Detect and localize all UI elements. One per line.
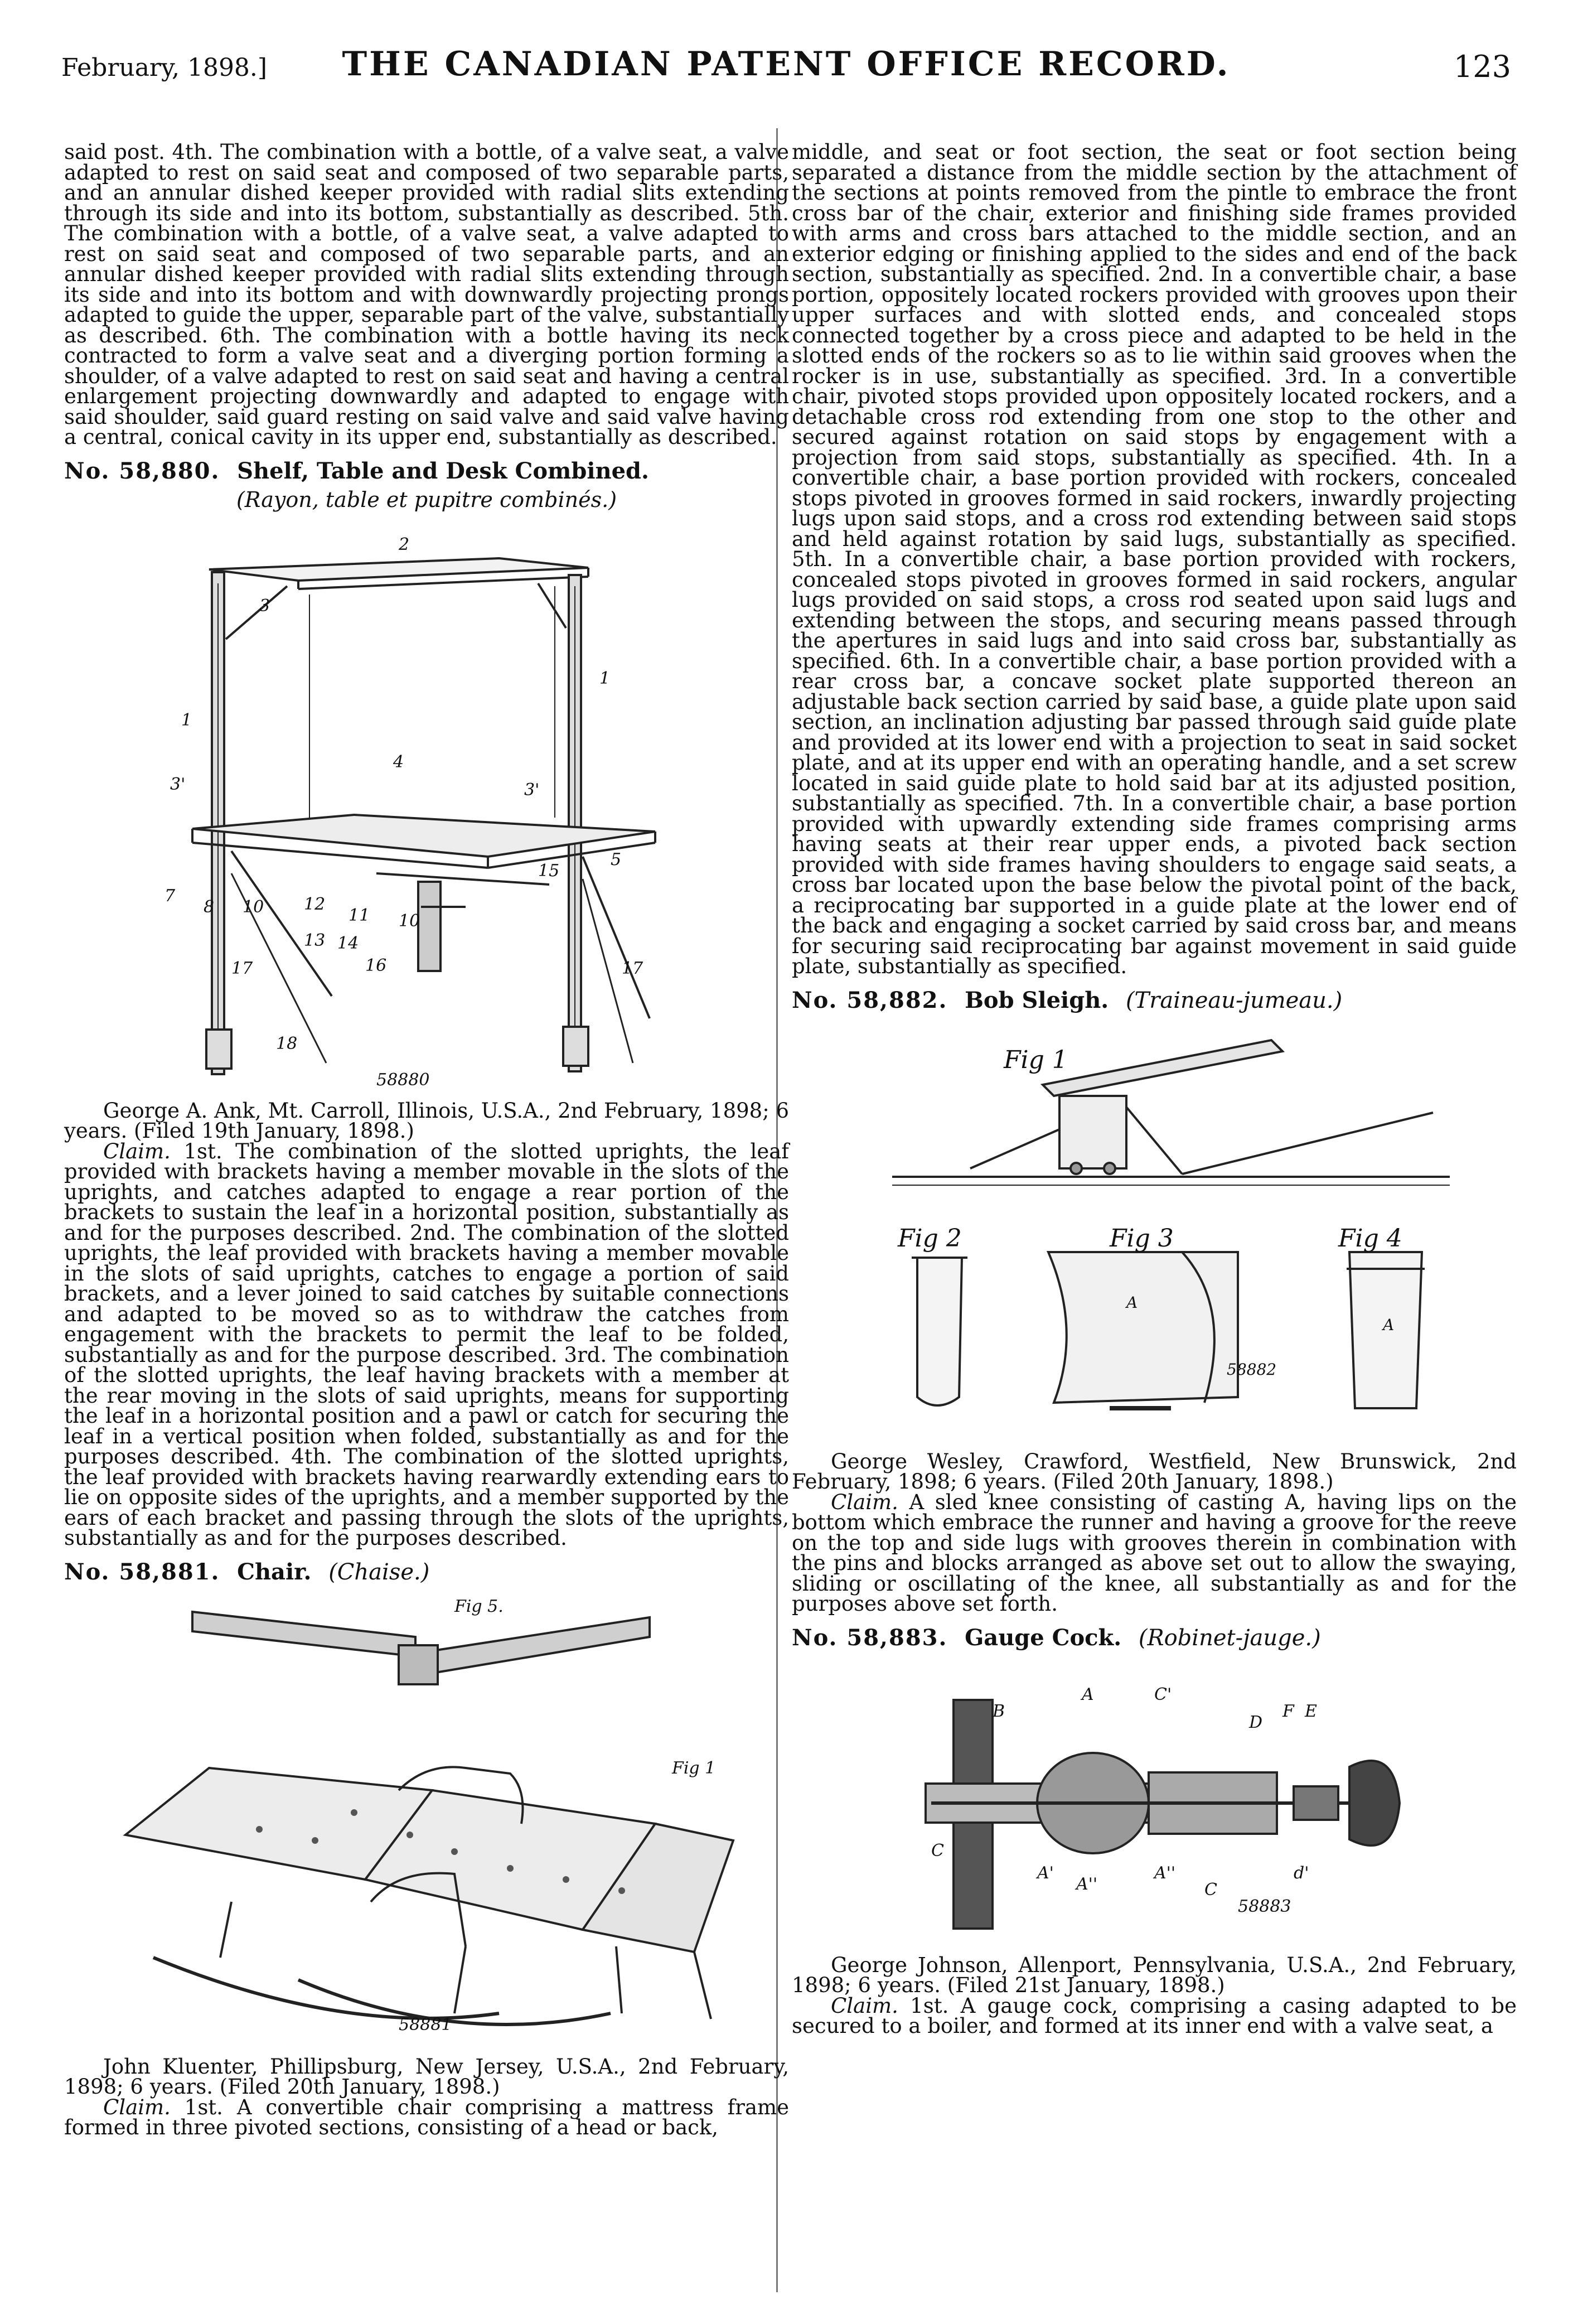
patent-claim-paragraph [64,2095,789,2139]
svg-text:11: 11 [349,905,370,925]
patent-inventor: George A. Ank, Mt. Carroll, Illinois, U.S.A., 2nd February, 1898; 6 years. (Filed 19th January, 1898.) [64,1098,789,1143]
svg-text:13: 13 [304,930,326,950]
svg-text:3': 3' [170,774,186,794]
svg-text:C: C [1204,1880,1217,1900]
patent-58883-title [792,1625,1517,1651]
header-date: February, 1898.] [61,54,268,82]
patent-name: Chair. [237,1558,312,1585]
svg-text:A': A' [1037,1863,1054,1883]
svg-text:C: C [931,1840,944,1861]
patent-claim-paragraph [792,1993,1517,2038]
svg-text:A'': A'' [1154,1863,1176,1883]
svg-text:10: 10 [243,897,264,917]
patent-inventor: George Johnson, Allenport, Pennsylvania, U.S.A., 2nd February, 1898; 6 years. (Filed 21st January, 1898.) [792,1953,1517,1997]
claim-label: Claim. [831,1490,898,1514]
patent-name: Shelf, Table and Desk Combined. [237,457,649,484]
patent-number: No. 58,880. [64,457,220,484]
patent-number: No. 58,883. [792,1624,948,1651]
svg-text:16: 16 [365,955,387,975]
fig-label-4: Fig 4 [1338,1224,1402,1253]
svg-text:3: 3 [259,596,270,616]
claim-text: 1st. A gauge cock, comprising a casing adapted to be secured to a boiler, and formed at its inner end with a valve seat, a [792,1993,1517,2038]
fig-label-3: Fig 3 [1110,1224,1174,1253]
patent-claim-paragraph [792,1492,1517,1615]
claim-text: A sled knee consisting of casting A, having lips on the bottom which embrace the runner and having a groove for the reeve on the top and side lugs with grooves therein in combination with the pins and blocks arranged as above set out to allow the swaying, sliding or oscillating of the knee, all substantially as and for the purposes above set forth. [792,1490,1517,1616]
patent-name: Gauge Cock. [965,1624,1122,1651]
svg-text:d': d' [1294,1863,1309,1883]
svg-text:12: 12 [304,894,326,914]
left-column [64,142,789,2138]
claim-text: 1st. A convertible chair comprising a mattress frame formed in three pivoted sections, consisting of a head or back, [64,2095,789,2139]
chair-figure [64,1589,789,2047]
claim-label: Claim. [831,1993,898,2018]
patent-58880-title [64,458,789,484]
svg-text:2: 2 [399,534,410,554]
gauge-cock-figure [792,1655,1517,1945]
patent-french-name: (Traineau-jumeau.) [1125,987,1343,1013]
gauge-cock-drawing [792,1655,1517,1945]
header-title: THE CANADIAN PATENT OFFICE RECORD. [342,45,1231,84]
figure-caption: 58880 [376,1070,430,1090]
svg-text:4: 4 [393,752,404,772]
svg-text:E: E [1305,1701,1317,1721]
figure-caption: 58881 [399,2014,452,2035]
claim-label: Claim. [103,2095,171,2119]
patent-58882-title [792,987,1517,1013]
fig-label-2: Fig 2 [898,1224,962,1253]
claim-label: Claim. [103,1139,171,1163]
patent-inventor: John Kluenter, Phillipsburg, New Jersey, U.S.A., 2nd February, 1898; 6 years. (Filed 20th January, 1898.) [64,2054,789,2099]
shelf-figure [64,516,789,1091]
bob-sleigh-drawing [792,1018,1517,1442]
svg-text:18: 18 [276,1033,298,1054]
continuation-text: said post. 4th. The combination with a bottle, of a valve seat, a valve adapted to rest on said seat and composed of two separable parts, and an annular dished keeper provided with radial slits extending through its side and into its bottom, substantially as described. 5th. The combination with a bottle, of a valve seat, a valve adapted to rest on said seat and composed of two separable parts, and an annular dished keeper provided with radial slits extending through its side and into its bottom and with downwardly projecting prongs adapted to guide the upper, separable part of the valve, substantially as described. 6th. The combination with a bottle having its neck contracted to form a valve seat and a diverging portion forming a shoulder, of a valve adapted to rest on said seat and having a central enlargement projecting downwardly and adapted to engage with said shoulder, said guard resting on said valve and said valve having a central, conical cavity in its upper end, substantially as described. [64,140,789,449]
svg-text:15: 15 [538,861,560,881]
svg-text:B: B [993,1701,1005,1721]
right-column [792,142,1517,2037]
svg-text:F: F [1282,1701,1294,1721]
svg-text:14: 14 [337,933,359,953]
svg-text:1: 1 [181,710,192,730]
bob-sleigh-figure [792,1018,1517,1442]
figure-caption: 58883 [1238,1896,1291,1916]
patent-number: No. 58,882. [792,987,948,1013]
fig-label-1: Fig 1 [1004,1045,1068,1074]
patent-french-name: (Robinet-jauge.) [1138,1625,1321,1651]
shelf-drawing [64,516,789,1091]
claim-text: 1st. The combination of the slotted uprights, the leaf provided with brackets having a member movable in the slots of the uprights, and catches adapted to engage a rear portion of the brackets to sustain the leaf in a horizontal position, substantially as and for the purposes described. 2nd. The combination of the slotted uprights, the leaf provided with brackets having a member movable in the slots of said uprights, catches to engage a portion of said brackets, and a lever joined to said catches by suitable connections and adapted to be moved so as to withdraw the catches from engagement with the brackets to permit the leaf to be folded, substantially as and for the purpose described. 3rd. The combination of the slotted uprights, the leaf having brackets with a member at the rear moving in the slots of said uprights, means for supporting the leaf in a horizontal position and a pawl or catch for securing the leaf in a vertical position when folded, substantially as and for the purposes described. 4th. The combination of the slotted uprights, the leaf provided with brackets having rearwardly extending ears to lie on opposite sides of the uprights, and a member supported by the ears of each bracket and passing through the slots of the uprights, substantially as and for the purposes described. [64,1139,789,1550]
svg-text:1: 1 [599,668,611,688]
svg-text:8: 8 [204,897,215,917]
svg-text:17: 17 [622,958,643,978]
patent-french-name: (Chaise.) [328,1559,430,1585]
chair-drawing [64,1589,789,2047]
patent-inventor: George Wesley, Crawford, Westfield, New Brunswick, 2nd February, 1898; 6 years. (Filed 20th January, 1898.) [792,1449,1517,1494]
svg-text:A'': A'' [1076,1874,1098,1894]
patent-claim-paragraph [64,1139,789,1550]
continuation-text: middle, and seat or foot section, the seat or foot section being separated a distance from the middle section by the attachment of the sections at points removed from the pintle to embrace the front cross bar of the chair, exterior and finishing side frames provided with arms and cross bars attached to the middle section, and an exterior edging or finishing applied to the sides and end of the back section, substantially as specified. 2nd. In a convertible chair, a base portion, oppositely located rockers provided with grooves upon their upper surfaces and with slotted ends, and concealed stops connected together by a cross piece and adapted to be held in the slotted ends of the rockers so as to lie within said grooves when the rocker is in use, substantially as specified. 3rd. In a convertible chair, pivoted stops provided upon oppositely located rockers, and a detachable cross rod extending from one stop to the other and secured against rotation on said stops by engagement with a projection from said stops, substantially as specified. 4th. In a convertible chair, a base portion provided with rockers, concealed stops pivoted in grooves formed in said rockers, inwardly projecting lugs upon said stops, and a cross rod extending between said stops and held against rotation by said lugs, substantially as specified. 5th. In a convertible chair, a base portion provided with rockers, concealed stops pivoted in grooves formed in said rockers, angular lugs provided on said stops, a cross rod seated upon said lugs and extending between the stops, and securing means passed through the apertures in said lugs and into said cross bar, substantially as specified. 6th. In a convertible chair, a base portion provided with a rear cross bar, a concave socket plate supported thereon an adjustable back section carried by said base, a guide plate upon said section, an inclination adjusting bar passed through said guide plate and provided at its lower end with a projection to seat in said socket plate, and at its upper end with an operating handle, and a set screw located in said guide plate to hold said bar at its adjusted position, substantially as specified. 7th. In a convertible chair, a base portion provided with upwardly extending side frames comprising arms having seats at their rear upper ends, a pivoted back section provided with side frames having shoulders to engage said seats, a cross bar located upon the base below the pivotal point of the back, a reciprocating bar supported in a guide plate at the lower end of the back and engaging a socket carried by said cross bar, and means for securing said reciprocating bar against movement in said guide plate, substantially as specified. [792,140,1517,978]
patent-name: Bob Sleigh. [965,987,1109,1013]
svg-text:17: 17 [231,958,253,978]
page-header [61,45,1511,95]
patent-number: No. 58,881. [64,1558,220,1585]
svg-text:A: A [1383,1315,1395,1334]
svg-text:A: A [1082,1684,1094,1704]
patent-58881-title [64,1559,789,1585]
patent-french-name: (Rayon, table et pupitre combinés.) [236,487,617,512]
fig-label-1: Fig 1 [672,1758,716,1778]
svg-text:3': 3' [524,780,540,800]
svg-text:5: 5 [611,849,622,869]
fig-label-5: Fig 5. [454,1596,504,1616]
svg-text:C': C' [1154,1684,1172,1704]
svg-text:10: 10 [399,911,420,931]
svg-text:7: 7 [164,886,176,906]
svg-text:D: D [1249,1712,1263,1732]
page-number: 123 [1453,49,1511,84]
figure-caption: 58882 [1227,1360,1277,1379]
svg-text:A: A [1126,1293,1138,1312]
